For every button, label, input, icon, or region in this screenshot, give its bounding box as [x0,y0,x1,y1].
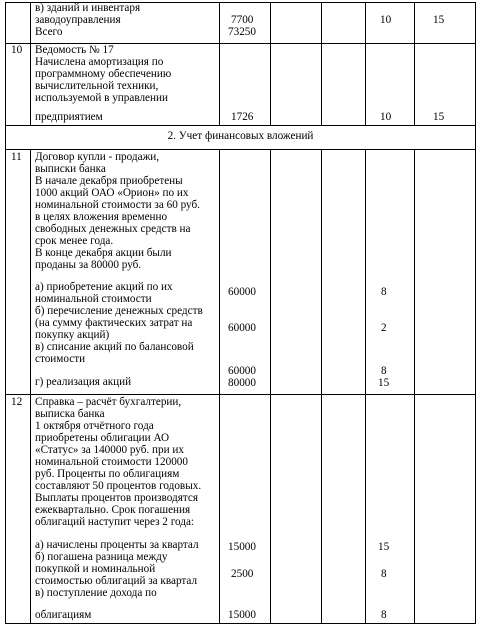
description-line: проданы за 80000 руб. [35,259,142,271]
accounting-table [5,2,476,624]
debit-cell: 15 [378,541,390,553]
description-line: выписка банка [35,408,105,420]
sum-cell: 60000 [228,322,256,334]
description-line: свободных денежных средств на [35,223,191,235]
description-line: Начислена амортизация по [35,56,164,68]
description-line: составляют 50 процентов годовых. [35,480,202,492]
sum-cell: 2500 [231,568,254,580]
description-line: Всего [35,26,63,38]
description-line: В конце декабря акции были [35,247,172,259]
description-line: заводоуправления [35,14,121,26]
description-line: номинальной стоимости за 60 руб. [35,199,200,211]
credit-cell: 15 [433,14,445,26]
sum-cell: 15000 [228,609,256,621]
description-line: покупку акций) [35,329,110,341]
description-line: 1 октября отчётного года [35,420,154,432]
row-divider [5,125,476,126]
description-line: облигациям [35,609,92,621]
table-border-left [5,2,6,624]
debit-cell: 10 [380,111,392,123]
column-divider [321,2,322,126]
description-line: а) начислены проценты за квартал [35,539,199,551]
sum-cell: 1726 [231,111,254,123]
description-line: г) реализация акций [35,376,132,388]
description-line: В начале декабря приобретены [35,175,183,187]
sum-cell: 60000 [228,286,256,298]
column-divider [219,149,220,624]
row-divider [5,394,476,395]
description-line: ежеквартально. Срок погашения [35,504,191,516]
column-divider [365,2,366,126]
description-line: номинальной стоимости [35,293,152,305]
column-divider [365,149,366,624]
description-line: б) перечисление денежных средств [35,305,203,317]
description-line: Договор купли - продажи, [35,151,160,163]
column-divider [270,149,271,624]
row-number: 10 [11,44,23,56]
description-line: приобретены облигации АО [35,432,170,444]
table-border-bottom [5,623,476,624]
debit-cell: 8 [381,286,387,298]
description-line: облигаций наступит через 2 года: [35,516,195,528]
column-divider [414,149,415,624]
debit-cell: 8 [381,365,387,377]
description-line: 1000 акций ОАО «Орион» по их [35,187,189,199]
description-line: в) поступление дохода по [35,587,157,599]
column-divider [321,149,322,624]
description-line: покупкой и номинальной [35,563,156,575]
sum-cell: 15000 [228,541,256,553]
description-line: в целях вложения временно [35,211,168,223]
description-line: в) списание акций по балансовой [35,341,194,353]
description-line: Выплаты процентов производятся [35,492,198,504]
description-line: программному обеспечению [35,68,172,80]
description-line: номинальной стоимости 120000 [35,456,188,468]
row-number: 11 [11,151,22,163]
column-divider [414,2,415,126]
row-number: 12 [11,396,23,408]
debit-cell: 2 [381,322,387,334]
row-divider [5,149,476,150]
description-line: выписки банка [35,163,106,175]
sum-cell: 73250 [228,26,256,38]
column-divider [219,2,220,126]
description-line: используемой в управлении [35,92,168,104]
debit-cell: 8 [381,609,387,621]
description-line: а) приобретение акций по их [35,281,173,293]
description-line: вычислительной техники, [35,80,159,92]
description-line: «Статус» за 140000 руб. при их [35,444,184,456]
debit-cell: 8 [381,568,387,580]
debit-cell: 15 [378,377,390,389]
description-line: стоимостью облигаций за квартал [35,575,198,587]
debit-cell: 10 [380,14,392,26]
column-divider [270,2,271,126]
description-line: б) погашена разница между [35,551,168,563]
description-line: Ведомость № 17 [35,44,114,56]
sum-cell: 60000 [228,365,256,377]
column-divider [30,149,31,624]
credit-cell: 15 [433,111,445,123]
sum-cell: 80000 [228,377,256,389]
table-border-right [475,2,476,624]
description-line: Справка – расчёт бухгалтерии, [35,396,182,408]
description-line: предприятием [35,111,103,123]
description-line: руб. Проценты по облигациям [35,468,180,480]
sum-cell: 7700 [231,14,254,26]
description-line: (на сумму фактических затрат на [35,317,193,329]
description-line: срок менее года. [35,235,114,247]
description-line: стоимости [35,353,86,365]
section-title: 2. Учет финансовых вложений [167,130,314,142]
description-line: в) зданий и инвентаря [35,2,141,14]
column-divider [30,2,31,126]
